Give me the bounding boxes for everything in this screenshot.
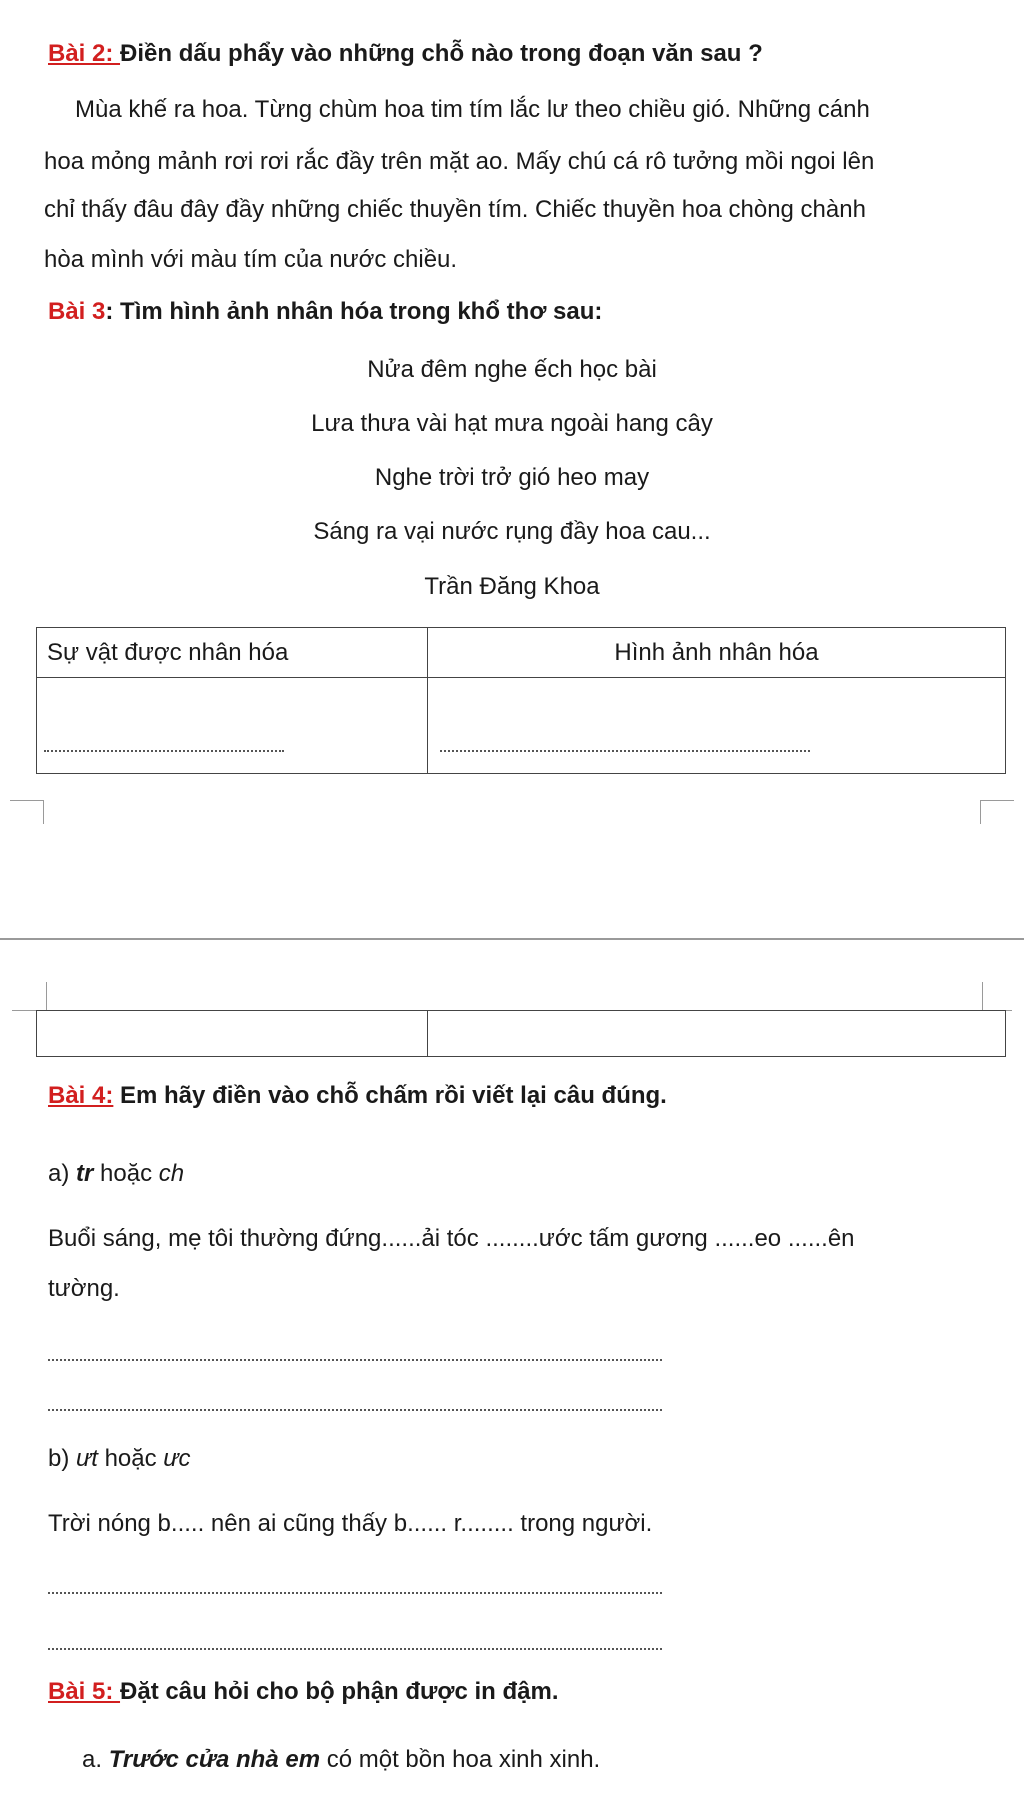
bai4-heading [48,1082,667,1110]
answer-dots[interactable] [48,1592,662,1594]
bai4-title: Em hãy điền vào chỗ chấm rồi viết lại câu đúng. [113,1082,667,1109]
bai4-b-sentence: Trời nóng b..... nên ai cũng thấy b...... r........ trong người. [48,1510,653,1537]
bai3-title: : Tìm hình ảnh nhân hóa trong khổ thơ sau: [105,298,603,325]
table-continuation [36,1010,1006,1057]
bai5-title: Đặt câu hỏi cho bộ phận được in đậm. [120,1678,559,1705]
page-corner-mark [43,800,44,824]
bai4-a-sentence-cont: tường. [48,1275,120,1302]
bai4-label: Bài 4: [48,1082,114,1109]
bai4-a-option [48,1160,184,1188]
bai2-line-3: chỉ thấy đâu đây đầy những chiếc thuyền tím. Chiếc thuyền hoa chòng chành [44,196,866,223]
table-cell-image[interactable] [428,1011,1006,1057]
poem-line-3: Nghe trời trở gió heo may [374,464,650,491]
poem-line-1: Nửa đêm nghe ếch học bài [367,356,657,383]
bai2-label: Bài 2: [48,40,121,67]
bai4-b-prefix: b) [48,1445,77,1472]
page-corner-mark [980,800,1014,801]
table-cell-subject[interactable] [37,1011,428,1057]
bai2-title: Điền dấu phẩy vào những chỗ nào trong đoạn văn sau ? [120,40,763,67]
bai5-label: Bài 5: [48,1678,121,1705]
answer-dots[interactable] [48,1359,662,1361]
poem-line-4: Sáng ra vại nước rụng đầy hoa cau... [313,518,711,545]
table-header-image: Hình ảnh nhân hóa [428,628,1006,678]
bai4-b-opt1: ưt [76,1445,98,1472]
bai4-b-option [48,1445,191,1473]
bai3-heading [48,298,602,326]
bai5-heading [48,1678,559,1706]
page-corner-mark [10,800,44,801]
bai5-a-prefix: a. [82,1746,109,1773]
poem-line-2: Lưa thưa vài hạt mưa ngoài hang cây [311,410,713,437]
bai5-a-bold: Trước cửa nhà em [108,1746,321,1773]
answer-dots[interactable] [44,750,284,752]
table-header-subject: Sự vật được nhân hóa [37,628,428,678]
bai4-a-prefix: a) [48,1160,77,1187]
page-corner-mark [46,982,47,1010]
page-separator [0,938,1024,940]
bai2-line-2: hoa mỏng mảnh rơi rơi rắc đầy trên mặt ao. Mấy chú cá rô tưởng mồi ngoi lên [44,148,875,175]
table-cell-subject[interactable] [37,678,428,774]
bai4-b-opt2: ưc [163,1445,191,1472]
answer-dots[interactable] [440,750,810,752]
bai4-a-mid: hoặc [93,1160,159,1187]
bai2-line-1: Mùa khế ra hoa. Từng chùm hoa tim tím lắc lư theo chiều gió. Những cánh [75,96,870,123]
poem-author: Trần Đăng Khoa [424,573,600,600]
bai4-a-sentence: Buổi sáng, mẹ tôi thường đứng......ải tóc ........ước tấm gương ......eo ......ên [48,1225,855,1252]
bai4-a-opt1: tr [76,1160,94,1187]
bai2-line-4: hòa mình với màu tím của nước chiều. [44,246,458,273]
bai4-a-opt2: ch [158,1160,185,1187]
answer-dots[interactable] [48,1648,662,1650]
bai5-a [82,1746,600,1774]
answer-dots[interactable] [48,1409,662,1411]
page-corner-mark [980,800,981,824]
bai2-heading [48,40,763,68]
page-corner-mark [982,982,983,1010]
table-cell-image[interactable] [428,678,1006,774]
bai4-b-mid: hoặc [97,1445,164,1472]
bai5-a-rest: có một bồn hoa xinh xinh. [320,1746,601,1773]
bai3-label: Bài 3 [48,298,106,325]
